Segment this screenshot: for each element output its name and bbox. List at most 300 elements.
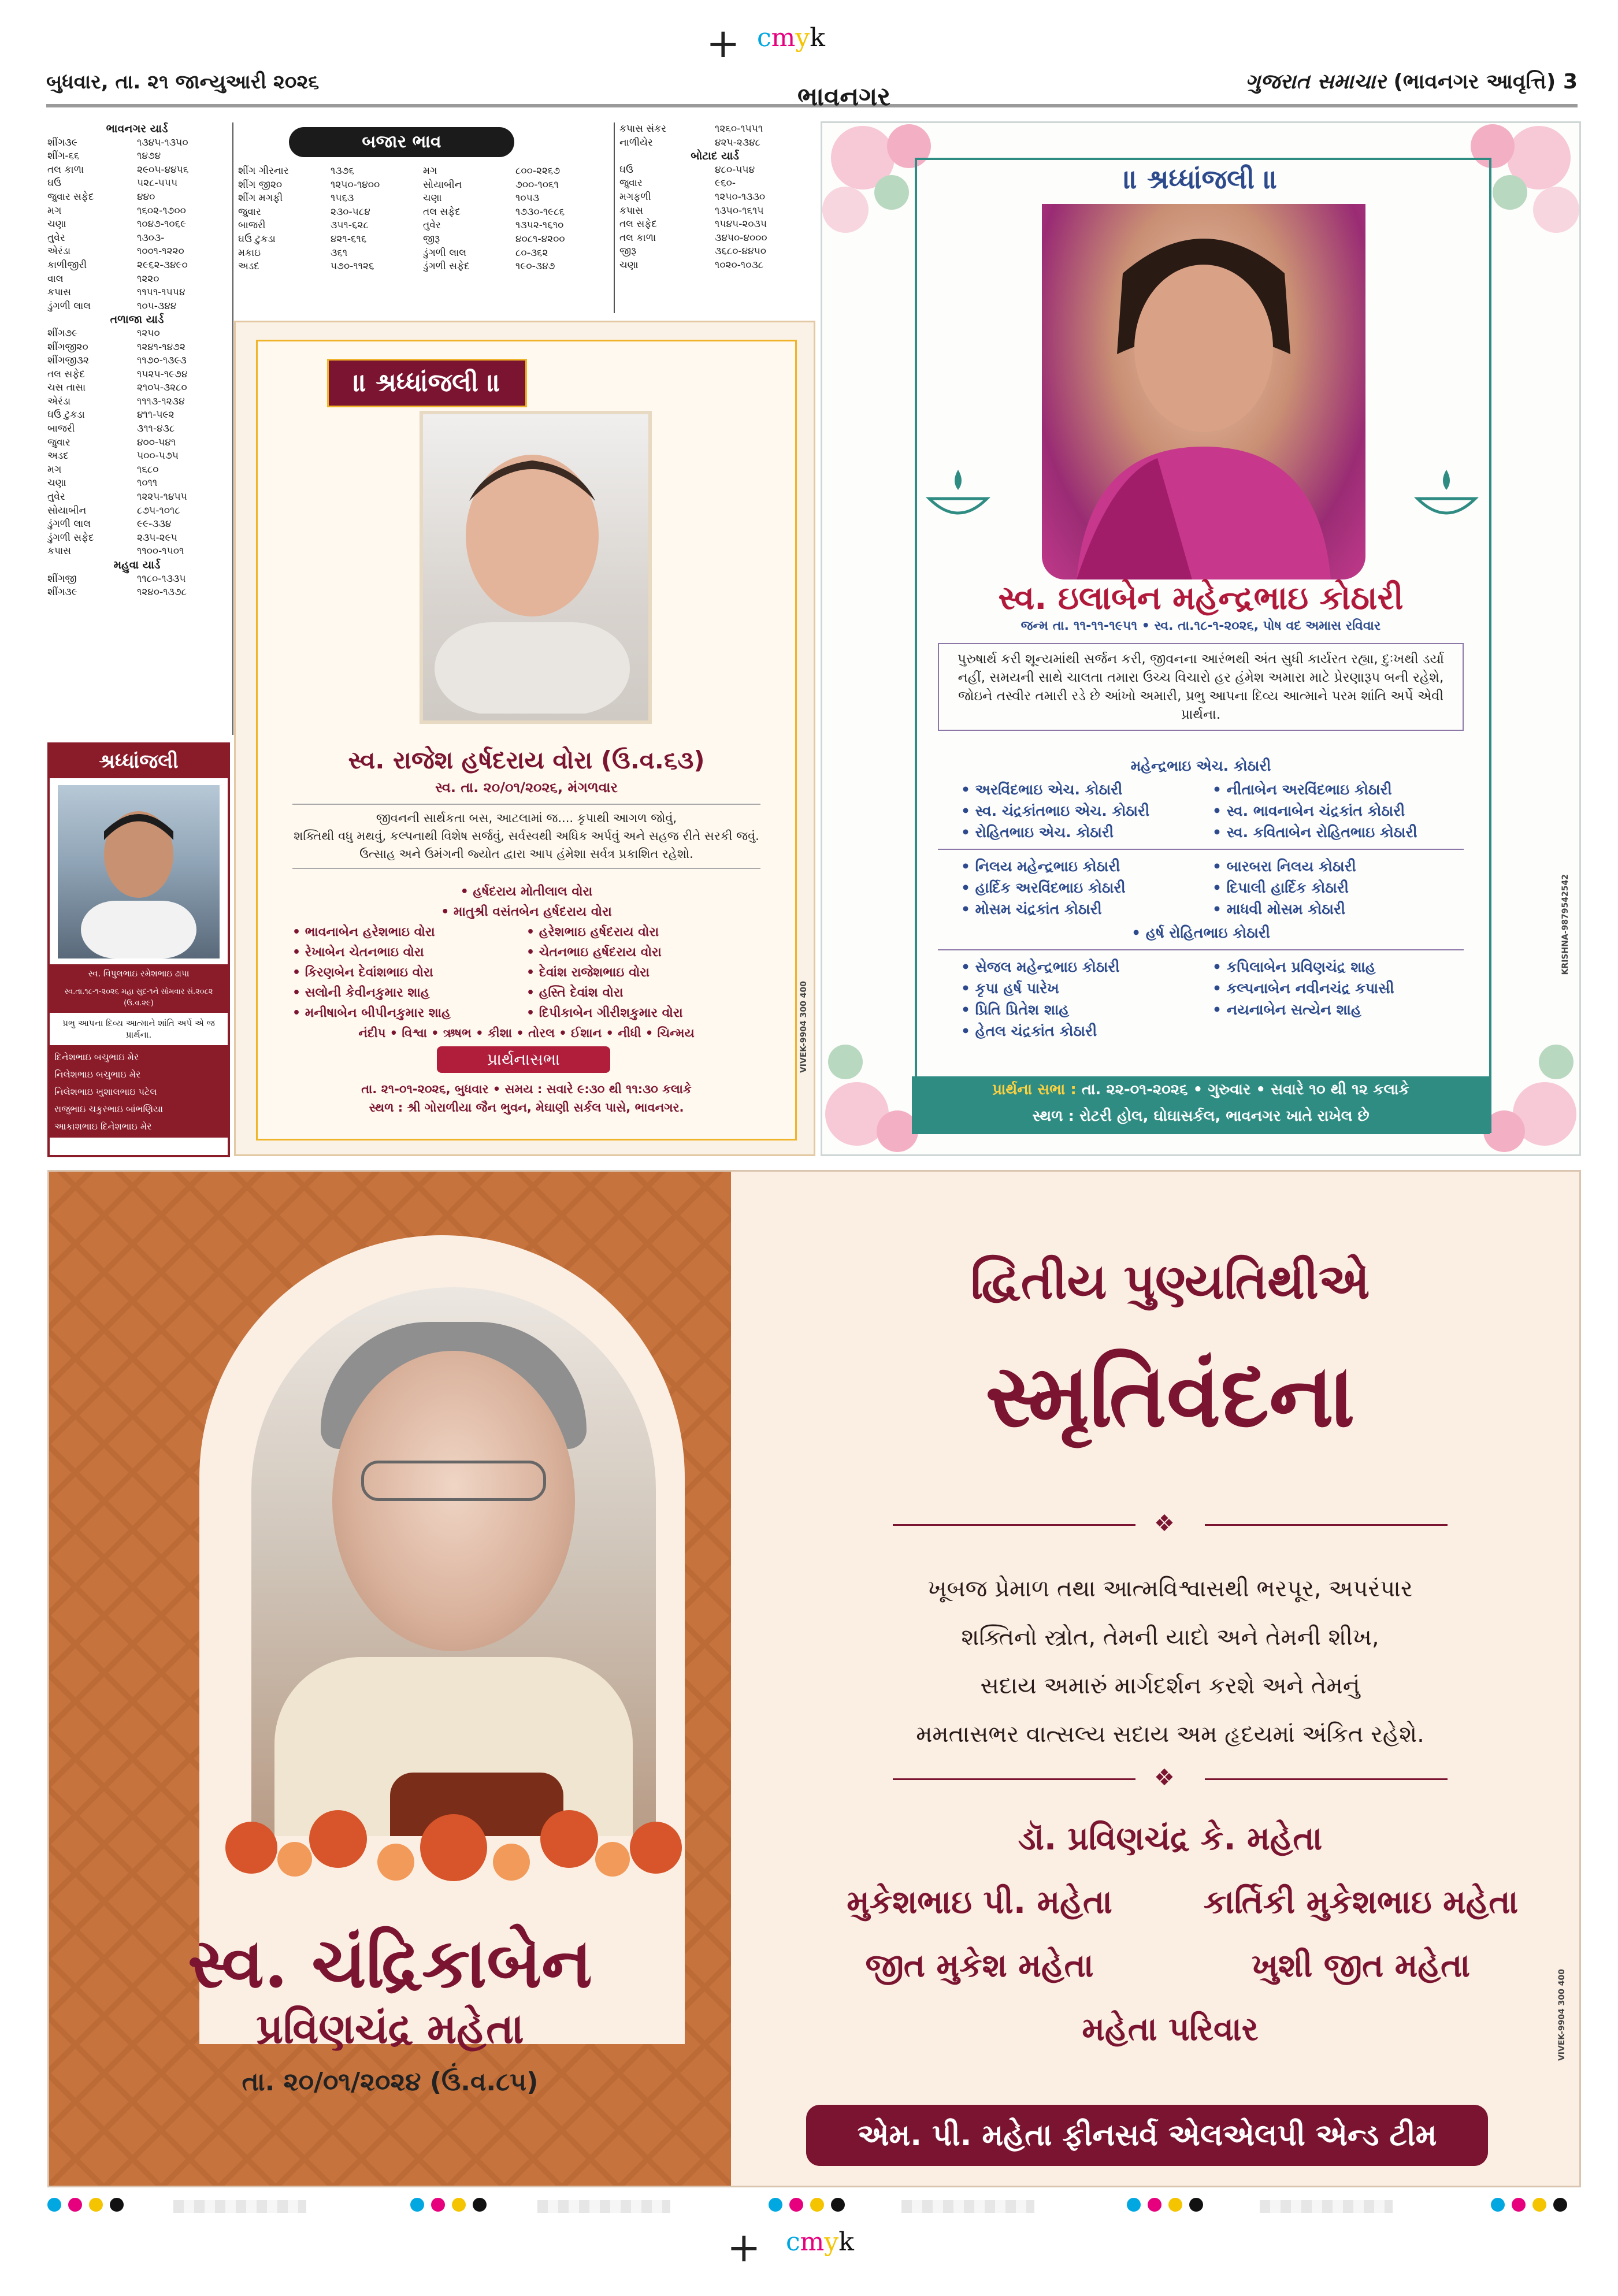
divider <box>1205 1524 1448 1526</box>
tribute-message <box>789 1565 1552 1759</box>
commodity-name: કપાસ <box>47 287 71 299</box>
commodity-price: ૮૭૫-૧૦૧૮ <box>137 504 180 517</box>
small-ad-family-list <box>50 1046 228 1138</box>
family-member: નિલેશભાઇ ખુશાલભાઇ પટેલ <box>54 1086 157 1097</box>
header-city: ભાવનગર <box>797 82 891 112</box>
market-row <box>238 260 608 274</box>
family-grid <box>789 1871 1552 1998</box>
market-row <box>47 218 227 232</box>
commodity-price: ૫૦૦-૫૭૫ <box>137 450 179 462</box>
family-grandchildren: નંદીપ • વિશ્વા • ઋષભ • કીશા • તોરલ • ઈશાન • નીધી • ચિન્મય <box>358 1026 695 1040</box>
color-dots <box>769 2198 845 2212</box>
shraddhanjali-ad-kothari <box>821 121 1581 1156</box>
family-member: દિનેશભાઇ બચુભાઇ મેર <box>54 1052 139 1062</box>
family-member: • પ્રિતિ પ્રિતેશ શાહ <box>961 1001 1070 1018</box>
family-member: • કિરણબેન દેવાંશભાઇ વોરા <box>292 965 433 980</box>
market-row <box>47 504 227 518</box>
commodity-name: મકાઇ <box>238 247 261 259</box>
commodity-price: ૧૨૬૦-૧૫૫૧ <box>715 123 763 135</box>
family-member: આકાશભાઇ દિનેશભાઇ મેર <box>54 1121 152 1132</box>
commodity-price: ૯૬૦- <box>715 177 736 190</box>
commodity-price: ૧૩૫૦-૧૬૧૫ <box>715 205 764 217</box>
commodity-price: ૪૧૧-૫૯૨ <box>137 409 175 421</box>
market-row <box>47 273 227 287</box>
registration-mark-bottom: + <box>727 2224 761 2271</box>
commodity-price: ૮૦૦-૨૨૬૭ <box>515 165 561 177</box>
commodity-price: ૧૩૫૨-૧૬૧૦ <box>515 220 564 232</box>
bazar-bhav-heading: બજાર ભાવ <box>289 127 514 157</box>
ornament-icon: ❖ <box>1154 1510 1175 1537</box>
commodity-price: ૨૯૦૫-૪૪૫૬ <box>137 164 189 176</box>
color-dots <box>1127 2198 1203 2212</box>
tribute-message <box>292 804 760 869</box>
market-row <box>238 165 608 179</box>
market-row <box>47 463 227 477</box>
registration-mark-top: + <box>706 20 740 67</box>
message-line: ઉત્સાહ અને ઉમંગની જ્યોત દ્વારા આપ હંમેશા સર્વત્ર પ્રકાશિત રહેશો. <box>359 847 693 861</box>
page-header <box>46 64 1578 112</box>
commodity-name: તુવેર <box>423 220 441 232</box>
commodity-price: ૯૯-૩૩૪ <box>137 518 172 530</box>
message-line: ખૂબજ પ્રેમાળ તથા આત્મવિશ્વાસથી ભરપૂર, અપરંપાર <box>927 1576 1413 1602</box>
family-member: • નયનાબેન સત્યેન શાહ <box>1212 1001 1361 1018</box>
family-member: • નિલય મહેન્દ્રભાઇ કોઠારી <box>961 858 1120 875</box>
commodity-name: તુવેર <box>47 491 65 503</box>
family-member: જીત મુકેશ મહેતા <box>865 1947 1094 1985</box>
commodity-price: ૪૮૦-૫૫૪ <box>715 164 755 176</box>
family-group-1 <box>938 779 1464 843</box>
gray-bar <box>1260 2200 1393 2213</box>
commodity-name: તલ સફેદ <box>423 206 461 218</box>
sabha-date: તા. ૨૨-૦૧-૨૦૨૬ • ગુરુવાર • સવારે ૧૦ થી ૧૨ કલાકે <box>1081 1081 1409 1098</box>
divider <box>938 849 1464 850</box>
commodity-name: શીંગજી <box>47 573 77 585</box>
family-member: ખુશી જીત મહેતા <box>1252 1947 1470 1985</box>
market-row <box>47 408 227 422</box>
commodity-name: અડદ <box>238 261 259 273</box>
market-row <box>238 219 608 233</box>
market-row <box>619 136 810 150</box>
commodity-name: એરંડા <box>47 246 71 258</box>
commodity-name: જુવાર <box>619 177 643 190</box>
commodity-name: ચણા <box>619 259 639 271</box>
commodity-price: ૧૧૫૧-૧૫૫૪ <box>137 287 185 299</box>
market-row <box>47 136 227 150</box>
commodity-price: ૧૧૦૦-૧૫૦૧ <box>137 545 184 558</box>
family-member: મુકેશભાઇ પી. મહેતા <box>847 1883 1112 1921</box>
deceased-husband-name: પ્રવિણચંદ્ર મહેતા <box>256 2004 524 2053</box>
commodity-price: ૨૩૫-૨૯૫ <box>137 532 177 544</box>
commodity-name: સોયાબીન <box>47 504 87 517</box>
portrait-photo <box>1042 204 1365 579</box>
family-member: • ચેતનભાઇ હર્ષદરાય વોરા <box>526 945 662 960</box>
market-row <box>238 233 608 247</box>
commodity-price: ૧૩૭૬ <box>331 165 354 177</box>
market-row <box>47 286 227 300</box>
market-row <box>619 205 810 218</box>
market-section-title: બોટાદ યાર્ડ <box>691 150 739 163</box>
commodity-name: કાળીજીરી <box>47 259 87 271</box>
market-row <box>619 122 810 136</box>
market-row <box>47 477 227 491</box>
commodity-price: ૧૨૪૦-૧૩૭૮ <box>137 586 187 599</box>
commodity-name: ડુંગળી લાલ <box>47 300 91 312</box>
commodity-price: ૩૪૫૦-૪૦૦૦ <box>715 232 767 244</box>
market-row <box>619 259 810 273</box>
divider <box>893 1778 1135 1780</box>
family-member: • કલ્પનાબેન નવીનચંદ્ર કપાસી <box>1212 980 1394 997</box>
market-row <box>47 341 227 355</box>
family-father: • હર્ષદરાય મોતીલાલ વોરા <box>460 885 593 899</box>
family-list <box>789 1807 1552 2061</box>
ad-credit: VIVEK-9904 300 400 <box>799 981 808 1073</box>
family-member: • સલોની કેવીનકુમાર શાહ <box>292 986 430 1000</box>
market-row <box>47 436 227 450</box>
column-divider <box>614 122 615 313</box>
family-member: • હરેશભાઇ હર્ષદરાય વોરા <box>526 925 659 939</box>
commodity-name: બાજરી <box>47 423 75 435</box>
market-row <box>47 381 227 395</box>
commodity-name: શીંગજી૩૨ <box>47 355 89 367</box>
market-section-title: મહુવા યાર્ડ <box>113 559 161 571</box>
commodity-price: ૩૧૧-૪૩૮ <box>137 423 175 435</box>
commodity-price: ૧૦૪૭-૧૦૬૯ <box>137 218 187 231</box>
commodity-price: ૧૧૮૦-૧૩૩૫ <box>137 573 186 585</box>
family-member: • મનીષાબેન બીપીનકુમાર શાહ <box>292 1006 451 1020</box>
cmyk-label-bottom: cmyk <box>786 2227 854 2257</box>
market-row <box>619 191 810 205</box>
commodity-name: જુવાર <box>238 206 261 218</box>
header-edition: (ભાવનગર આવૃત્તિ) <box>1393 70 1556 94</box>
ad-credit: KRISHNA-9879542542 <box>1561 874 1570 975</box>
message-line: સદાય અમારું માર્ગદર્શન કરશે અને તેમનું <box>980 1673 1360 1699</box>
divider <box>938 949 1464 950</box>
commodity-price: ૧૨૨૫-૧૪૫૫ <box>137 491 187 503</box>
family-group-3 <box>938 956 1464 1020</box>
main-heading: સ્મૃતિવંદના <box>985 1345 1355 1447</box>
family-member: • રેખાબેન ચેતનભાઇ વોરા <box>292 945 424 960</box>
family-head: મહેન્દ્રભાઇ એચ. કોઠારી <box>1130 757 1271 774</box>
commodity-price: ૧૨૪૧-૧૪૭૨ <box>137 341 185 353</box>
smrutivandana-ad <box>47 1170 1581 2187</box>
gray-bar <box>901 2200 1034 2213</box>
commodity-name: શીંગ-૬૬ <box>47 150 80 162</box>
family-member: • દિપાલી હાર્દિક કોઠારી <box>1212 879 1349 896</box>
deceased-name: સ્વ. ચંદ્રિકાબેન <box>188 1923 592 2003</box>
commodity-price: ૨૯૬૨-૩૪૯૦ <box>137 259 188 271</box>
commodity-price: ૧૭૩૦-૧૯૮૬ <box>515 206 565 218</box>
market-row <box>47 354 227 368</box>
commodity-price: ૧૬૮૦ <box>137 463 159 475</box>
tribute-message: પુરુષાર્થ કરી શૂન્યમાંથી સર્જન કરી, જીવનના આરંભથી અંત સુધી કાર્યરત રહ્યા, દુઃખથી ડર્યા નહીં, સમયની સાથે ચાલતા તમારા ઉચ્ચ વિચારો હર હંમેશ અમારા માટે પ્રેરણારૂપ બની રહેશે, જોઇને તસ્વીર તમારી રડે છે આંખો અમારી, પ્રભુ આપના દિવ્ય આત્માને પરમ શાંતિ અર્પે એવી પ્રાર્થના. <box>938 643 1464 731</box>
commodity-name: ચણા <box>47 477 66 489</box>
family-member: • ભાવનાબેન હરેશભાઇ વોરા <box>292 925 435 939</box>
color-dots <box>1491 2198 1567 2212</box>
commodity-name: શીંગ૩૯ <box>47 586 77 599</box>
commodity-name: ઘઉં <box>619 164 633 176</box>
commodity-price: ૩૬૮૦-૪૪૫૦ <box>715 246 767 258</box>
commodity-price: ૧૫૨૫-૧૯૭૪ <box>137 368 188 380</box>
family-member: નિલેશભાઇ બચુભાઇ મેર <box>54 1069 141 1080</box>
market-row <box>47 422 227 436</box>
diya-icon <box>923 464 993 527</box>
commodity-name: મગ <box>423 165 437 177</box>
portrait-photo <box>251 1287 656 1836</box>
ornament-icon: ❖ <box>1154 1764 1175 1791</box>
commodity-name: શીંગ ગીરનાર <box>238 165 289 177</box>
prarthana-sabha-details <box>287 1080 766 1117</box>
family-member: • કૃપા હર્ષ પારેખ <box>961 980 1059 997</box>
commodity-name: મગફળી <box>619 191 651 203</box>
sabha-venue: સ્થળ : રોટરી હોલ, ઘોઘાસર્કલ, ભાવનગર ખાતે રાખેલ છે <box>1032 1108 1370 1125</box>
small-ad-date: સ્વ.તા.૧૮-૧-૨૦૨૬ મહા સુદ-૧ને સોમવાર સં.૨૦૮૨ (ઉ.વ.૨૯) <box>50 983 228 1013</box>
commodity-name: તલ કાળા <box>619 232 656 244</box>
commodity-name: કપાસ <box>619 205 643 217</box>
market-row <box>238 206 608 220</box>
ad-inner-frame <box>256 340 797 1140</box>
commodity-price: ૧૨૫૦ <box>137 327 160 339</box>
commodity-name: ઘઉં ટુકડા <box>47 409 85 421</box>
message-line: શક્તિનો સ્ત્રોત, તેમની યાદો અને તેમની શીખ, <box>961 1624 1379 1651</box>
market-row <box>47 205 227 218</box>
commodity-price: ૨૧૦૫-૩૨૮૦ <box>137 382 187 394</box>
commodity-name: ડુંગળી લાલ <box>47 518 91 530</box>
market-column-1 <box>47 122 227 600</box>
family-mother: • માતુશ્રી વસંતબેન હર્ષદરાય વોરા <box>441 905 612 919</box>
commodity-name: સોયાબીન <box>423 179 462 191</box>
commodity-price: ૧૦૦૧-૧૨૨૦ <box>137 246 184 258</box>
commodity-name: ચણા <box>423 192 442 205</box>
commodity-name: તલ સફેદ <box>619 218 657 231</box>
market-column-3 <box>619 122 810 273</box>
ad-credit: VIVEK-9904 300 400 <box>1557 1969 1567 2061</box>
commodity-name: ડુંગળી સફેદ <box>47 532 94 544</box>
family-member: • માધવી મોસમ કોઠારી <box>1212 901 1346 917</box>
death-date: તા. ૨૦/૦૧/૨૦૨૪ (ઉં.વ.૮૫) <box>242 2067 539 2097</box>
family-member: • સેજલ મહેન્દ્રભાઇ કોઠારી <box>961 958 1120 975</box>
market-row <box>619 164 810 177</box>
commodity-name: શીંગ૭૯ <box>47 327 78 339</box>
commodity-name: વાલ <box>47 273 64 285</box>
commodity-price: ૫૭૦-૧૧૨૬ <box>331 261 374 273</box>
diya-icon <box>1412 464 1481 527</box>
market-row <box>238 247 608 261</box>
family-member: • બારબરા નિલય કોઠારી <box>1212 858 1356 875</box>
commodity-price: ૧૧૭૦-૧૩૯૩ <box>137 355 187 367</box>
deceased-name: સ્વ. ઇલાબેન મહેન્દ્રભાઇ કોઠારી <box>998 579 1404 617</box>
commodity-name: શીંગજી૨૦ <box>47 341 88 353</box>
small-ad-message: પ્રભુ આપના દિવ્ય આત્માને શાંતિ અર્પે એ જ પ્રાર્થના. <box>50 1013 228 1046</box>
header-date: બુધવાર, તા. ૨૧ જાન્યુઆરી ૨૦૨૬ <box>46 70 320 94</box>
prarthana-label: પ્રાર્થના સભા : <box>992 1081 1077 1098</box>
market-row <box>619 245 810 259</box>
commodity-price: ૧૩૦૩- <box>137 232 165 244</box>
birth-death-dates: જન્મ તા. ૧૧-૧૧-૧૯૫૧ • સ્વ. તા.૧૮-૧-૨૦૨૬, પોષ વદ અમાસ રવિવાર <box>1020 619 1381 633</box>
market-row <box>47 545 227 559</box>
family-list <box>292 882 760 1043</box>
market-row <box>47 518 227 532</box>
market-section-title: તળાજા યાર્ડ <box>110 313 164 326</box>
small-ad-portrait <box>58 785 220 958</box>
commodity-price: ૧૬૦૨-૧૭૦૦ <box>137 205 186 217</box>
header-masthead <box>1245 69 1578 94</box>
commodity-name: તલ કાળા <box>47 164 84 176</box>
market-row <box>47 368 227 382</box>
cmyk-label-top: cmyk <box>757 23 825 53</box>
commodity-price: ૧૫૬૩ <box>331 192 354 205</box>
market-row <box>47 232 227 246</box>
commodity-price: ૪૨૧-૬૧૬ <box>331 233 367 245</box>
commodity-price: ૪૦૦-૫૪૧ <box>137 436 176 448</box>
family-member: • રોહિતભાઇ એચ. કોઠારી <box>961 824 1114 841</box>
family-member: • મોસમ ચંદ્રકાંત કોઠારી <box>961 901 1102 917</box>
market-row <box>47 150 227 164</box>
market-row <box>47 177 227 191</box>
family-member: • હસ્તિ દેવાંશ વોરા <box>526 986 624 1000</box>
small-ad-title: શ્રધ્ધાંજલી <box>50 745 228 778</box>
message-line: શક્તિથી વધુ મથવું, કલ્પનાથી વિશેષ સર્જવું, સર્વસ્વથી અધિક અર્પવું અને સહજ રીતે સરકી જવું. <box>294 829 759 843</box>
commodity-name: ઘઉં ટુકડા <box>238 233 276 245</box>
commodity-price: ૮૦-૩૬૨ <box>515 247 548 259</box>
commodity-name: નાળીયેર <box>619 136 653 148</box>
family-member: • સ્વ. ભાવનાબેન ચંદ્રકાંત કોઠારી <box>1212 803 1405 819</box>
market-row <box>238 179 608 192</box>
commodity-price: ૧૨૫૦-૧૪૦૦ <box>331 179 380 191</box>
family-member: • સ્વ. કવિતાબેન રોહિતભાઇ કોઠારી <box>1212 824 1417 841</box>
commodity-name: ડુંગળી સફેદ <box>423 261 470 273</box>
sabha-date: તા. ૨૧-૦૧-૨૦૨૬, બુધવાર • સમય : સવારે ૯:૩૦ થી ૧૧:૩૦ કલાકે <box>361 1082 692 1096</box>
family-head: ડૉ. પ્રવિણચંદ્ર કે. મહેતા <box>1018 1820 1323 1857</box>
commodity-price: ૪૦૮૧-૪૨૦૦ <box>515 233 565 245</box>
gray-bar <box>173 2200 306 2213</box>
commodity-name: જીરૂ <box>423 233 440 245</box>
death-date: સ્વ. તા. ૨૦/૦૧/૨૦૨૬, મંગળવાર <box>435 779 618 796</box>
commodity-price: ૧૦૨૦-૧૦૩૮ <box>715 259 764 271</box>
family-list <box>938 753 1464 1042</box>
flower-garland <box>205 1807 702 1882</box>
commodity-price: ૧૦૫-૩૪૪ <box>137 300 177 312</box>
commodity-price: ૧૧૧૩-૧૨૩૪ <box>137 395 185 407</box>
market-row <box>47 300 227 314</box>
commodity-name: જુવાર <box>47 436 70 448</box>
market-row <box>47 164 227 177</box>
commodity-price: ૧૫૪૫-૨૦૩૫ <box>715 218 767 231</box>
color-dots <box>410 2198 487 2212</box>
commodity-name: શીંગ૩૯ <box>47 136 77 148</box>
market-row <box>47 259 227 273</box>
commodity-price: ૧૯૦-૩૪૭ <box>515 261 555 273</box>
family-group-2 <box>938 856 1464 920</box>
commodity-name: ડુંગળી લાલ <box>423 247 467 259</box>
message-line: મમતાસભર વાત્સલ્ય સદાય અમ હૃદયમાં અંકિત રહેશે. <box>916 1721 1424 1748</box>
family-member: • હાર્દિક અરવિંદભાઇ કોઠારી <box>961 879 1126 896</box>
color-dots <box>47 2198 124 2212</box>
market-row <box>619 177 810 191</box>
commodity-name: ચસ તાસા <box>47 382 86 394</box>
header-page-number: 3 <box>1563 70 1578 94</box>
market-row <box>47 491 227 504</box>
market-row <box>47 245 227 259</box>
commodity-name: કપાસ સંકર <box>619 123 666 135</box>
small-ad-name: સ્વ. વિપુલભાઇ રમેશભાઇ ઢાપા <box>50 964 228 983</box>
family-group-2-last: • હર્ષ રોહિતભાઇ કોઠારી <box>1131 924 1270 941</box>
commodity-name: બાજરી <box>238 220 266 232</box>
market-row <box>47 586 227 600</box>
commodity-price: ૪૨૫-૨૩૪૮ <box>715 136 761 148</box>
commodity-name: અડદ <box>47 450 69 462</box>
right-panel <box>789 1172 1552 2186</box>
commodity-name: મગ <box>47 205 62 217</box>
prarthana-sabha-banner <box>912 1076 1490 1134</box>
sabha-venue: સ્થળ : શ્રી ગોરાળીયા જૈન ભુવન, મેઘાણી સર્કલ પાસે, ભાવનગર. <box>369 1101 684 1114</box>
commodity-name: તલ સફેદ <box>47 368 85 380</box>
market-row <box>238 192 608 206</box>
commodity-name: તુવેર <box>47 232 65 244</box>
family-member: • દેવાંશ રાજેશભાઇ વોરા <box>526 965 650 980</box>
market-row <box>47 395 227 409</box>
market-row <box>619 218 810 232</box>
commodity-name: એરંડા <box>47 395 71 407</box>
gray-bar <box>537 2200 670 2213</box>
family-group-3-last: • હેતલ ચંદ્રકાંત કોઠારી <box>961 1023 1097 1039</box>
market-row <box>47 532 227 545</box>
commodity-price: ૪૪૦ <box>137 191 155 203</box>
commodity-name: ચણા <box>47 218 66 231</box>
family-member: • કપિલાબેન પ્રવિણચંદ્ર શાહ <box>1212 958 1376 975</box>
commodity-price: ૧૪૭૪ <box>137 150 161 162</box>
commodity-price: ૫૨૮-૫૫૫ <box>137 177 178 190</box>
commodity-price: ૩૬૧ <box>331 247 348 259</box>
commodity-price: ૧૦૧૧ <box>137 477 158 489</box>
commodity-price: ૧૨૨૦ <box>137 273 159 285</box>
commodity-price: ૧૩૪૫-૧૩૫૦ <box>137 136 188 148</box>
ad-title: ॥ શ્રધ્ધાંજલી ॥ <box>1123 164 1278 195</box>
market-row <box>47 191 227 205</box>
commodity-price: ૭૦૦-૧૦૬૧ <box>515 179 559 191</box>
market-row <box>47 449 227 463</box>
market-row <box>47 327 227 341</box>
market-column-2 <box>238 165 608 274</box>
divider <box>1205 1778 1448 1780</box>
market-section-title: ભાવનગર યાર્ડ <box>106 122 168 135</box>
market-row <box>47 573 227 586</box>
family-member: • સ્વ. ચંદ્રકાંતભાઇ એચ. કોઠારી <box>961 803 1150 819</box>
commodity-name: મગ <box>47 463 62 475</box>
family-grid <box>292 922 760 1023</box>
commodity-price: ૧૦૫૩ <box>515 192 540 205</box>
commodity-price: ૧૨૫૦-૧૩૩૦ <box>715 191 766 203</box>
commodity-price: ૨૩૦-૫૮૪ <box>331 206 370 218</box>
family-parivar: મહેતા પરિવાર <box>1082 2011 1259 2048</box>
message-line: જીવનની સાર્થકતા બસ, આટલામાં જ.... કૃપાથી આગળ જોવું, <box>376 811 677 825</box>
portrait-photo <box>420 411 652 724</box>
commodity-name: જુવાર સફેદ <box>47 191 94 203</box>
commodity-name: ઘઉં <box>47 177 61 190</box>
ad-title: ॥ શ્રધ્ધાંજલી ॥ <box>327 359 527 407</box>
family-member: રાજુભાઇ ચકુરભાઇ બાંભણિયા <box>54 1104 164 1114</box>
shraddhanjali-ad-vora <box>234 321 815 1156</box>
sponsor-banner: એમ. પી. મહેતા ફીનસર્વ એલએલપી એન્ડ ટીમ <box>806 2105 1488 2166</box>
column-divider <box>232 122 233 735</box>
family-member: • દિપીકાબેન ગીરીશકુમાર વોરા <box>526 1006 683 1020</box>
divider <box>893 1524 1135 1526</box>
commodity-name: કપાસ <box>47 545 71 558</box>
family-member: • નીતાબેન અરવિંદભાઇ કોઠારી <box>1212 781 1392 798</box>
family-member: • અરવિંદભાઇ એચ. કોઠારી <box>961 781 1123 798</box>
commodity-name: શીંગ જી૨૦ <box>238 179 283 191</box>
header-brand: ગુજરાત સમાચાર <box>1245 69 1386 94</box>
subheading: દ્વિતીય પુણ્યતિથીએ <box>970 1253 1370 1310</box>
